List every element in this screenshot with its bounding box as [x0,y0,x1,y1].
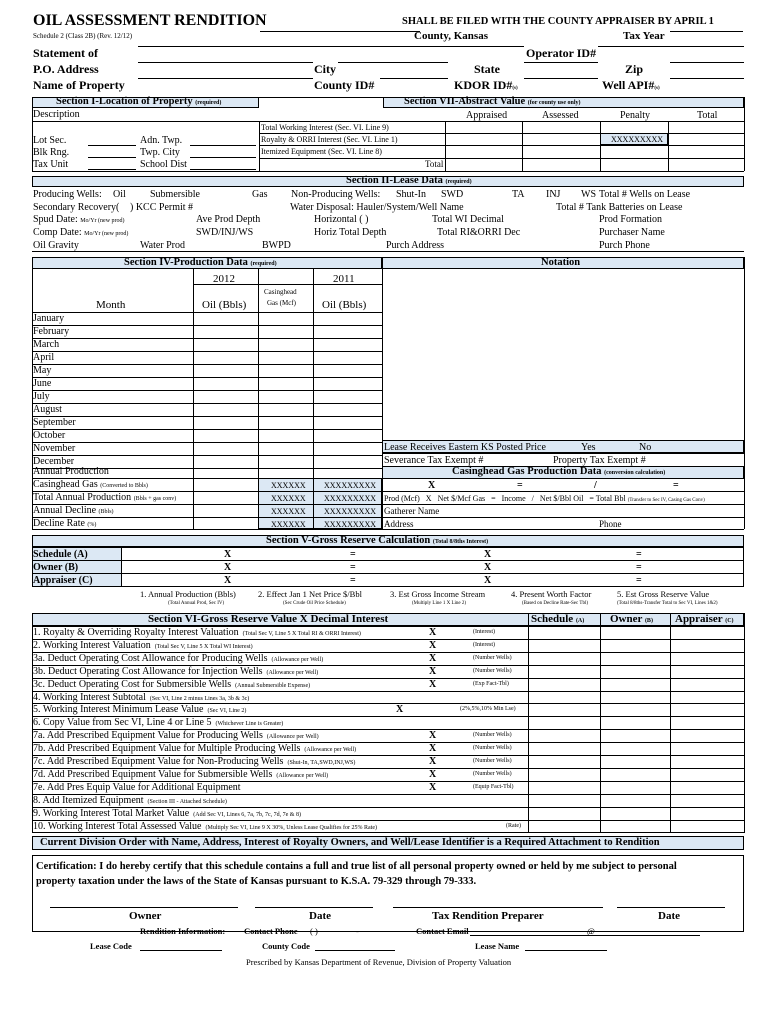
owner-signature-line[interactable] [50,907,238,908]
xmask: XXXXXX [271,507,306,516]
property-tax-label: Property Tax Exempt # [553,455,646,466]
email-at: @ [587,926,595,936]
bwpd-label: BWPD [262,240,291,251]
xmask: XXXXXXXXX [324,494,376,503]
schedule-col-label: Schedule (A) [531,613,585,625]
section6-line-note: (Allowance per Well) [266,734,319,741]
total-annual-label: Total Annual Production (Bbls + gas conv) [33,492,177,503]
section6-line-note: (Shut-In, TA,SWD,INJ,WS) [287,760,356,766]
section6-line-note: (Whichever Line is Greater) [215,721,284,728]
preparer-signature-line[interactable] [393,907,603,908]
appraiser-c-label: Appraiser (C) [33,575,93,586]
phone-paren[interactable]: ( ) [310,926,318,936]
section6-x-mark: X [429,627,437,638]
county-code-field[interactable] [315,950,395,951]
no-option[interactable]: No [639,442,652,453]
decline-rate-label: Decline Rate (%) [33,518,97,529]
section6-line-note: (Multiply Sec VI, Line 9 X 30%, Unless Lease Qualifies for 25% Rate) [205,824,377,831]
xmask: XXXXXXXXX [324,507,376,516]
xmask: XXXXXX [271,520,306,529]
kcc-permit-label: ) KCC Permit # [130,202,194,213]
purchaser-name-label: Purchaser Name [599,227,665,238]
month-label: October [33,430,66,441]
horiz-total-depth-label: Horiz Total Depth [314,227,387,238]
rendition-info-label: Rendition Information: [140,926,226,936]
oil-label: Oil [113,189,126,200]
col-total: Total [697,110,718,121]
month-label: March [33,339,60,350]
form-title: OIL ASSESSMENT RENDITION [33,12,267,29]
month-label: July [33,391,50,402]
filed-notice: SHALL BE FILED WITH THE COUNTY APPRAISER BY APRIL 1 [402,16,714,27]
description-label: Description [33,109,80,120]
kdor-id-label: KDOR ID#(s) [454,78,518,92]
penalty-mask-text: XXXXXXXXX [611,135,663,144]
well-api-label: Well API#(s) [602,78,660,92]
kdor-id-field[interactable] [524,78,598,79]
lease-name-label: Lease Name [475,941,520,951]
county-label: County, Kansas [414,30,488,42]
section6-line-note: (Allowance per Well) [304,747,357,754]
section6-line [33,704,246,715]
oil-bbls-2011: Oil (Bbls) [322,299,367,311]
eq-mark: = [673,480,679,491]
preparer-label: Tax Rendition Preparer [432,910,544,922]
lease-code-field[interactable] [140,950,222,951]
col-appraised: Appraised [466,110,508,121]
month-label: February [33,326,70,337]
tax-year-label: Tax Year [623,30,665,42]
section5-step-sublabel: (Multiply Line 1 X Line 2) [412,601,467,606]
zip-field[interactable] [670,62,744,63]
xmask: XXXXXXXXX [324,481,376,490]
casinghead-prod-title: Casinghead Gas Production Data (conversion calculation) [452,466,666,477]
section6-unit: (Number Wells) [473,667,512,674]
month-row-rule [32,429,382,430]
section6-line-label: 4. Working Interest Subtotal [33,691,146,703]
month-row-rule [32,338,382,339]
section6-line [33,730,319,741]
phone-dash: - [356,926,359,936]
section6-x-mark: X [429,639,437,651]
water-prod-label: Water Prod [140,240,186,251]
section6-line-label: 5. Working Interest Minimum Lease Value [33,704,204,716]
section5-step-sublabel: (Based on Decline Rate-Sec Tbl) [522,601,588,606]
abstract-total: Total [425,159,444,169]
schedule-rev: Schedule 2 (Class 2B) (Rev. 12/12) [33,32,133,40]
tax-year-field[interactable] [670,31,743,32]
section6-title: Section VI-Gross Reserve Value X Decimal Interest [148,613,389,625]
month-label: June [33,378,52,389]
section5-step-label: 2. Effect Jan 1 Net Price $/Bbl [258,589,362,599]
statement-of-field[interactable] [138,46,524,47]
section6-line-note: (Total Sec V, Line 5 X Total RI & ORRI Interest) [242,631,361,637]
month-label: May [33,365,52,376]
xmask: XXXXXX [271,481,306,490]
month-label: January [33,313,65,324]
horizontal-label: Horizontal ( ) [314,214,369,225]
month-header: Month [96,299,126,311]
purch-address-label: Purch Address [386,240,445,251]
eq-mark: = [636,562,642,573]
county-id-field[interactable] [380,78,448,79]
section5-step-label: 3. Est Gross Income Stream [390,589,486,599]
adn-twp-label: Adn. Twp. [140,135,183,146]
x-mark: X [224,549,232,560]
section6-unit: (2%,5%,10% Min Lse) [460,706,516,713]
prod-formation-label: Prod Formation [599,214,663,225]
xmask: XXXXXXXXX [324,520,376,529]
slash-mark: / [594,480,597,491]
section4-title: Section IV-Production Data (required) [124,257,277,268]
section5-title: Section V-Gross Reserve Calculation (Total 8/8ths Interest) [266,535,489,546]
section6-line [33,756,355,767]
owner-b-label: Owner (B) [33,562,79,573]
section5-step-label: 5. Est Gross Reserve Value [617,589,710,599]
section6-line-label: 7c. Add Prescribed Equipment Value for Non-Producing Wells [33,756,284,767]
section6-line [33,769,328,780]
submersible-label: Submersible [150,189,200,200]
section6-line-label: 3c. Deduct Operating Cost for Submersible Wells [33,678,232,690]
county-field[interactable] [260,31,420,32]
section6-line-note: (Section III - Attached Schedule) [147,798,227,805]
month-row-rule [32,416,382,417]
month-row-rule [32,390,382,391]
section6-x-mark: X [396,704,404,716]
section6-line [33,627,361,638]
non-producing-label: Non-Producing Wells: [291,189,381,200]
school-dist-label: School Dist [140,159,187,170]
eq-mark: = [350,549,356,560]
shut-in-label: Shut-In [396,189,426,200]
city-label: City [314,62,336,76]
casinghead-label: Casinghead [264,288,297,296]
certification-line1: Certification: I do hereby certify that this schedule contains a full and true list of all personal property owned or held by me subject to personal [36,861,677,872]
section6-line-note: (Add Sec VI, Lines 6, 7a, 7b, 7c, 7d, 7e & 8) [193,811,301,818]
comp-date-label: Comp Date: Mo/Yr (new prod) [33,227,129,238]
city-field[interactable] [338,62,448,63]
oil-gravity-label: Oil Gravity [33,240,79,251]
section7-title: Section VII-Abstract Value (for county use only) [404,96,581,107]
lease-name-field[interactable] [525,950,607,951]
month-label: November [33,443,76,454]
section6-x-mark: X [429,730,437,742]
section6-line [33,666,318,677]
certification-line2: property taxation under the laws of the State of Kansas pursuant to K.S.A. 79-329 through 79-333. [36,876,477,887]
section6-line-note: (Allowance per Well) [276,772,329,779]
gas-mcf-label: Gas (Mcf) [267,299,296,307]
secondary-recovery-label: Secondary Recovery( [33,202,120,213]
prescribed-note: Prescribed by Kansas Department of Revenue, Division of Property Valuation [246,957,512,967]
section6-unit: (Exp Fact-Tbl) [473,680,509,687]
gatherer-label: Gatherer Name [384,506,440,516]
section6-top-rule [32,626,744,627]
oil-bbls-2012: Oil (Bbls) [202,299,247,311]
severance-label: Severance Tax Exempt # [384,455,484,466]
col-assessed: Assessed [542,110,579,121]
section6-line-label: 8. Add Itemized Equipment [33,794,144,806]
section5-step-sublabel: (Total 8/8ths-Transfer Total to Sec VI, Lines 1&2) [617,601,718,606]
month-label: April [33,352,55,363]
twp-city-label: Twp. City [140,147,180,158]
well-api-field[interactable] [670,78,744,79]
section5-step-sublabel: (Total Annual Prod, Sec IV) [168,601,225,606]
section2-title: Section II-Lease Data (required) [346,175,472,186]
section6-unit: (Rate) [506,822,521,829]
section6-line [33,679,310,690]
producing-wells-label: Producing Wells: [33,189,102,200]
section6-unit: (Interest) [473,629,495,635]
name-of-property-label: Name of Property [33,78,125,92]
section6-line [33,795,227,806]
county-code-label: County Code [262,941,310,951]
lease-receives-label: Lease Receives Eastern KS Posted Price [384,442,546,453]
casinghead-gas-label: Casinghead Gas (Converted to Bbls) [33,479,148,490]
operator-id-label: Operator ID# [526,46,597,60]
blk-rng-label: Blk Rng. [33,147,70,158]
section6-line-label: 7d. Add Prescribed Equipment Value for Submersible Wells [33,768,273,780]
total-wells-label: Total # Wells on Lease [599,189,691,200]
conversion-line: Prod (Mcf) X Net $/Mcf Gas = Income / Net $/Bbl Oil = Total Bbl (Transfer to Sec IV, Casing Gas Conv) [384,494,705,503]
month-label: September [33,417,76,428]
section6-x-mark: X [429,756,437,767]
yes-option[interactable]: Yes [581,442,596,453]
address-label: Address [384,519,414,529]
ta-label: TA [512,189,525,200]
section5-step-sublabel: (Sec Crude Oil Price Schedule) [283,601,346,606]
section6-x-mark: X [429,781,437,793]
notation-title: Notation [541,257,581,268]
section6-line [33,821,377,832]
section6-line-label: 7b. Add Prescribed Equipment Value for Multiple Producing Wells [33,743,301,755]
section6-line-label: 7a. Add Prescribed Equipment Value for Producing Wells [33,730,263,742]
owner-label: Owner [129,910,162,922]
lot-sec-label: Lot Sec. [33,135,67,146]
section6-row-rule [32,832,744,833]
name-of-property-field[interactable] [138,78,313,79]
ws-label: WS [581,189,596,200]
x-mark: X [484,575,492,586]
purch-phone-label: Purch Phone [599,240,650,251]
eq-mark: = [636,549,642,560]
section6-line-note: (Sec VI, Line 2 minus Lines 3a, 3b & 3c) [149,695,250,702]
eq-mark: = [350,562,356,573]
section6-line [33,692,249,703]
section6-line-label: 7e. Add Pres Equip Value for Additional Equipment [33,781,241,793]
appraiser-col-label: Appraiser (C) [675,613,734,625]
month-row-rule [32,351,382,352]
month-label: August [33,404,62,415]
division-order-text: Current Division Order with Name, Address, Interest of Royalty Owners, and Well/Lease Identifier is a Required Attachment to Rendition [40,837,660,848]
section6-x-mark: X [429,652,437,664]
month-row-rule [32,403,382,404]
eq-mark: = [517,480,523,491]
year-2012: 2012 [213,273,235,285]
section6-line [33,640,253,651]
owner-date-line[interactable] [255,907,373,908]
x-mark: X [224,575,232,586]
water-disposal-label: Water Disposal: Hauler/System/Well Name [290,202,464,213]
xmask: XXXXXX [271,494,306,503]
section5-step-label: 4. Present Worth Factor [511,589,592,599]
preparer-date-line[interactable] [617,907,725,908]
date-label: Date [309,910,331,922]
abstract-row-wi: Total Working Interest (Sec. VI. Line 9) [261,123,389,132]
contact-phone-label: Contact Phone [244,926,298,936]
contact-email-label: Contact Email [416,926,469,936]
eq-mark: = [350,575,356,586]
section6-unit: (Number Wells) [473,770,512,777]
section6-line-label: 9. Working Interest Total Market Value [33,807,190,819]
section6-line-note: (Total Sec V, Line 5 X Total WI Interest) [154,643,253,650]
annual-production-label: Annual Production [33,466,109,477]
section6-line-label: 3a. Deduct Operating Cost Allowance for Producing Wells [33,652,268,664]
section6-line-label: 2. Working Interest Valuation [33,639,151,651]
date2-label: Date [658,910,680,922]
section6-line [33,743,356,754]
section6-x-mark: X [429,768,437,780]
po-address-label: P.O. Address [33,62,99,76]
gas-label: Gas [252,189,268,200]
state-label: State [474,62,500,76]
section5-step-label: 1. Annual Production (Bbls) [140,589,236,599]
section6-unit: (Interest) [473,641,495,648]
section6-line [33,782,245,793]
lease-code-label: Lease Code [90,941,132,951]
total-ri-orri-label: Total RI&ORRI Dec [437,227,521,238]
section1-title: Section I-Location of Property (required) [56,96,222,107]
section6-line-note: (Sec VI, Line 2) [207,708,247,715]
total-wi-decimal-label: Total WI Decimal [432,214,504,225]
section6-line-label: 10. Working Interest Total Assessed Value [33,820,202,832]
month-row-rule [32,364,382,365]
year-2011: 2011 [333,273,355,285]
phone-label: Phone [599,519,622,529]
month-label: December [33,456,75,467]
section6-x-mark: X [429,678,437,690]
swd-label: SWD [441,189,464,200]
month-row-rule [32,455,382,456]
section6-line-note: (Allowance per Well) [266,669,319,676]
abstract-row-royalty: Royalty & ORRI Interest (Sec. VI. Line 1) [261,135,398,144]
month-row-rule [32,377,382,378]
month-row-rule [32,325,382,326]
section6-line-note: (Annual Submersible Expense) [235,682,311,689]
month-row-rule [32,442,382,443]
inj-label: INJ [546,189,561,200]
col-penalty: Penalty [620,110,650,121]
schedule-a-label: Schedule (A) [33,549,88,560]
eq-mark: = [636,575,642,586]
po-address-field[interactable] [138,62,313,63]
x-mark: X [224,562,232,573]
x-mark: X [428,480,436,491]
x-mark: X [484,549,492,560]
section6-line-label: 1. Royalty & Overriding Royalty Interest Valuation [33,627,239,638]
tank-batteries-label: Total # Tank Batteries on Lease [556,202,683,213]
section6-line [33,808,301,819]
statement-of-label: Statement of [33,46,98,60]
section6-x-mark: X [429,743,437,755]
section6-x-mark: X [429,665,437,677]
section6-line-label: 3b. Deduct Operating Cost Allowance for Injection Wells [33,665,263,677]
abstract-row-equipment: Itemized Equipment (Sec. VI. Line 8) [261,147,382,156]
section6-line-label: 6. Copy Value from Sec VI, Line 4 or Line 5 [33,717,212,729]
section6-line [33,717,283,728]
x-mark: X [484,562,492,573]
spud-date-label: Spud Date: Mo/Yr (new prod) [33,214,125,225]
section6-unit: (Number Wells) [473,745,512,752]
tax-unit-label: Tax Unit [33,159,69,170]
section6-unit: (Number Wells) [473,732,512,739]
section6-line-note: (Allowance per Well) [271,656,324,663]
section6-unit: (Number Wells) [473,758,512,764]
email-field[interactable] [470,935,700,936]
state-field[interactable] [524,62,598,63]
ave-prod-depth-label: Ave Prod Depth [196,214,261,225]
zip-label: Zip [625,62,644,76]
operator-id-field[interactable] [598,46,744,47]
section6-line [33,653,323,664]
owner-col-label: Owner (B) [610,613,653,625]
county-id-label: County ID# [314,78,375,92]
section6-unit: (Number Wells) [473,654,512,661]
swd-inj-ws-label: SWD/INJ/WS [196,227,254,238]
annual-decline-label: Annual Decline (Bbls) [33,505,114,516]
section6-unit: (Equip Fact-Tbl) [473,783,514,790]
